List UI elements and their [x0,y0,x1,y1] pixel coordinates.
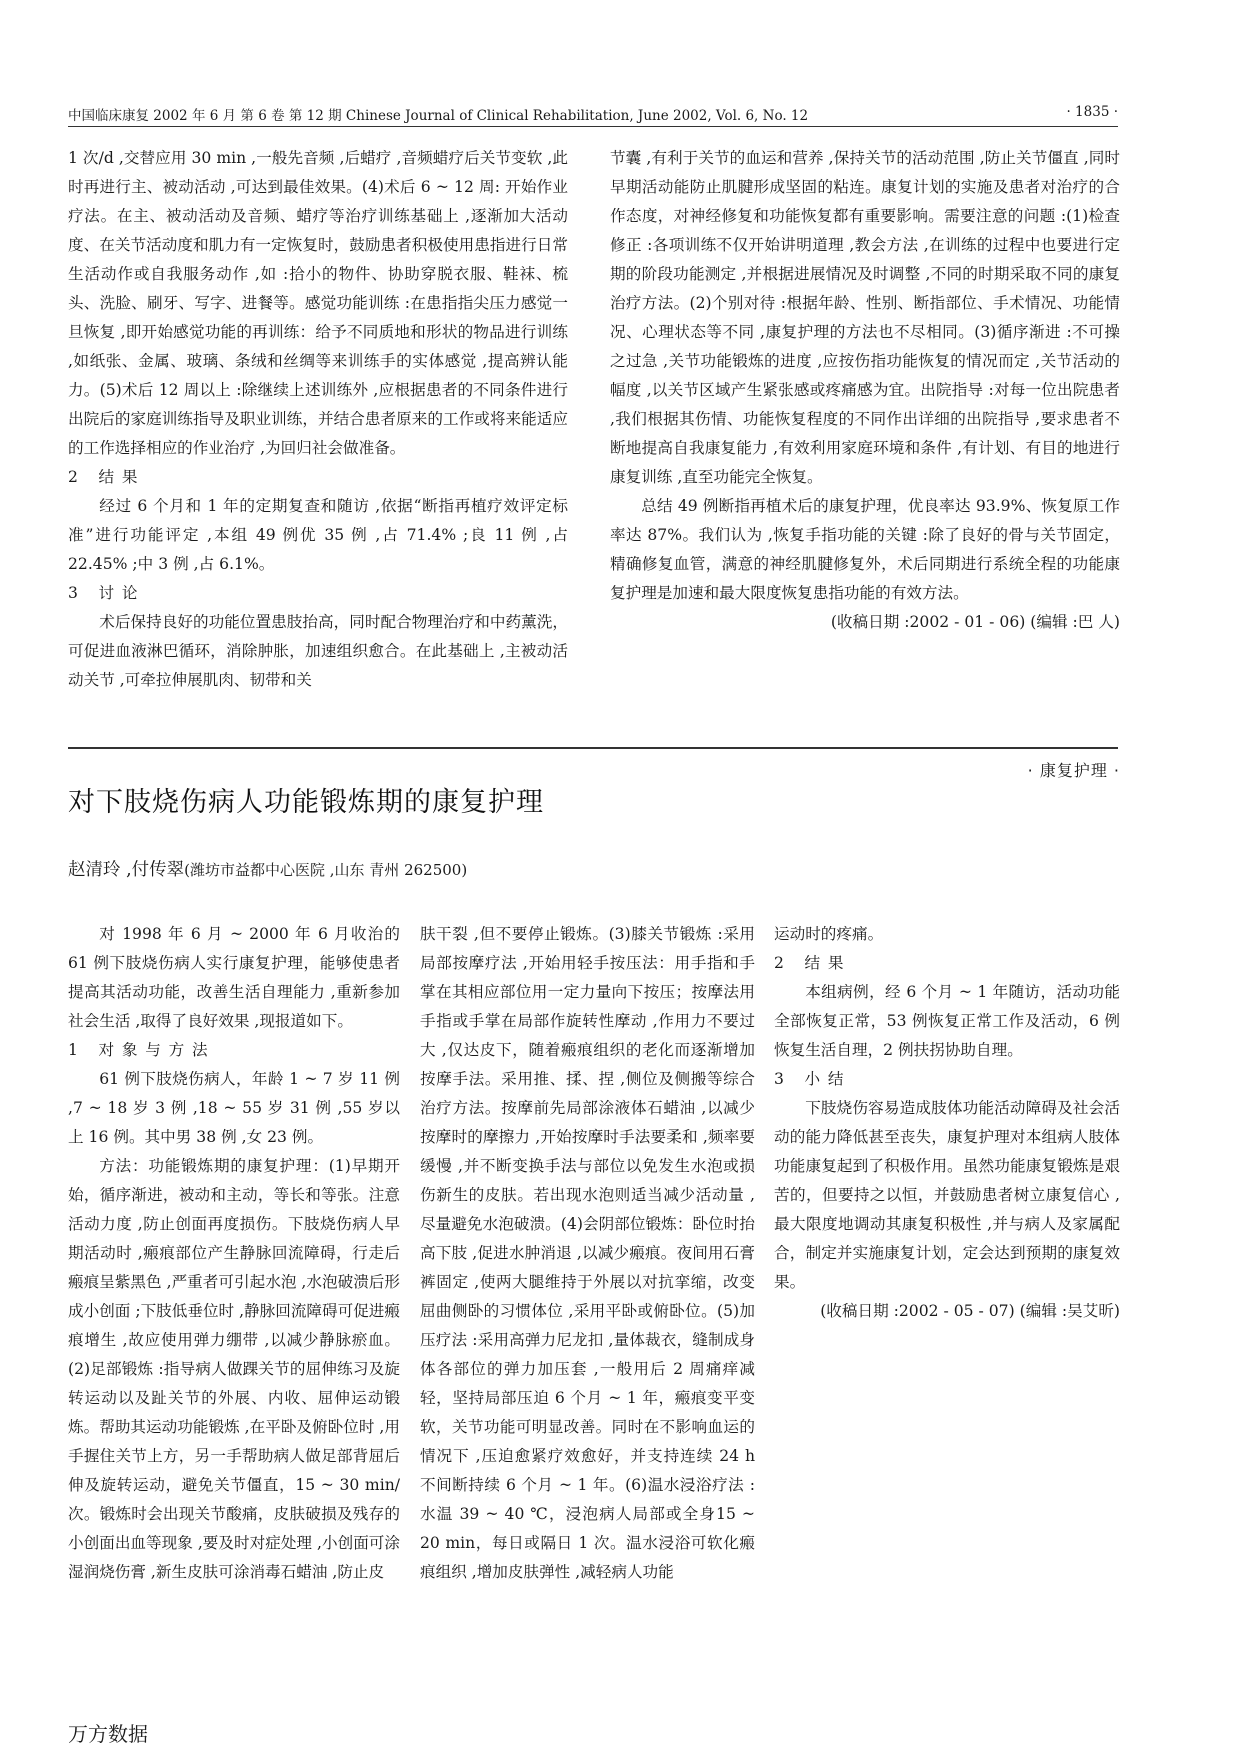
summary-paragraph-2: 下肢烧伤容易造成肢体功能活动障碍及社会活动的能力降低甚至丧失，康复护理对本组病人肢体功能康复起到了积极作用。虽然功能康复锻炼是艰苦的，但要持之以恒，并鼓励患者树立康复信心 ,最大限度地调动其康复积极性 ,并与病人及家属配合，制定并实施康复计划，定会达到预期的康复效果。 [774,1099,1120,1291]
watermark-text: 万方数据 [68,1722,148,1746]
article-column-1 [68,920,400,1587]
running-header [68,104,1118,124]
section-heading-methods: 1 对象与方法 [68,1041,216,1059]
methods-continued-paragraph: 肤干裂 ,但不要停止锻炼。(3)膝关节锻炼 :采用局部按摩疗法 ,开始用轻手按压法：用手指和手掌在其相应部位用一定力量向下按压；按摩法用手指或手掌在局部作旋转性摩动 ,作用力不要过大 ,仅达皮下，随着瘢痕组织的老化而逐渐增加按摩手法。采用推、揉、捏 ,侧位及侧搬等综合治疗方法。按摩前先局部涂液体石蜡油 ,以减少按摩时的摩擦力 ,开始按摩时手法要柔和 ,频率要缓慢 ,并不断变换手法与部位以免发生水泡或损伤新生的皮肤。若出现水泡则适当减少活动量 ,尽量避免水泡破溃。(4)会阴部位锻炼：卧位时抬高下肢 ,促进水肿消退 ,以减少瘢痕。夜间用石膏裤固定 ,使两大腿维持于外展以对抗挛缩，改变屈曲侧卧的习惯体位 ,采用平卧或俯卧位。(5)加压疗法 :采用高弹力尼龙扣 ,量体裁衣，缝制成身体各部位的弹力加压套 ,一般用后 2 周痛痒减轻，坚持局部压迫 6 个月 ~ 1 年，瘢痕变平变软，关节功能可明显改善。同时在不影响血运的情况下 ,压迫愈紧疗效愈好，并支持连续 24 h 不间断持续 6 个月 ~ 1 年。(6)温水浸浴疗法 :水温 39 ~ 40 ℃，浸泡病人局部或全身15 ~ 20 min，每日或隔日 1 次。温水浸浴可软化瘢痕组织 ,增加皮肤弹性 ,减轻病人功能 [420,925,755,1581]
author-names: 赵清玲 ,付传翠 [68,860,185,880]
article-title: 对下肢烧伤病人功能锻炼期的康复护理 [68,787,544,818]
results-paragraph: 经过 6 个月和 1 年的定期复查和随访 ,依据“断指再植疗效评定标准”进行功能评定 ,本组 49 例优 35 例 ,占 71.4% ;良 11 例 ,占 22.45% ;中 3 例 ,占 6.1%。 [68,497,568,573]
intro-paragraph: 对 1998 年 6 月 ~ 2000 年 6 月收治的 61 例下肢烧伤病人实行康复护理，能够使患者提高其活动功能，改善生活自理能力 ,重新参加社会生活 ,取得了良好效果 ,现报道如下。 [68,925,400,1030]
methods-paragraph: 方法：功能锻炼期的康复护理：(1)早期开始，循序渐进，被动和主动，等长和等张。注意活动力度 ,防止创面再度损伤。下肢烧伤病人早期活动时 ,瘢痕部位产生静脉回流障碍，行走后瘢痕呈紫黑色 ,严重者可引起水泡 ,水泡破溃后形成小创面 ;下肢低垂位时 ,静脉回流障碍可促进瘢痕增生 ,故应使用弹力绷带 ,以减少静脉瘀血。(2)足部锻炼 :指导病人做踝关节的屈伸练习及旋转运动以及趾关节的外展、内收、屈伸运动锻炼。帮助其运动功能锻炼 ,在平卧及俯卧位时 ,用手握住关节上方，另一手帮助病人做足部背屈后伸及旋转运动，避免关节僵直，15 ~ 30 min/次。锻炼时会出现关节酸痛，皮肤破损及残存的小创面出血等现象 ,要及时对症处理 ,小创面可涂湿润烧伤膏 ,新生皮肤可涂消毒石蜡油 ,防止皮 [68,1157,400,1581]
summary-paragraph: 总结 49 例断指再植术后的康复护理，优良率达 93.9%、恢复原工作率达 87%。我们认为 ,恢复手指功能的关键 :除了良好的骨与关节固定，精确修复血管，满意的神经肌腱修复外，术后同期进行系统全程的功能康复护理是加速和最大限度恢复患指功能的有效方法。 [610,497,1120,602]
article-column-2 [420,920,755,1587]
prev-article-paragraph: 1 次/d ,交替应用 30 min ,一般先音频 ,后蜡疗 ,音频蜡疗后关节变软 ,此时再进行主、被动活动 ,可达到最佳效果。(4)术后 6 ~ 12 周: 开始作业疗法。在主、被动活动及音频、蜡疗等治疗训练基础上 ,逐渐加大活动度、在关节活动度和肌力有一定恢复时，鼓励患者积极使用患指进行日常生活动作或自我服务动作 ,如 :拾小的物件、协助穿脱衣服、鞋袜、梳头、洗脸、刷牙、写字、进餐等。感觉功能训练 :在患指指尖压力感觉一旦恢复 ,即开始感觉功能的再训练：给予不同质地和形状的物品进行训练 ,如纸张、金属、玻璃、条绒和丝绸等来训练手的实体感觉 ,提高辨认能力。(5)术后 12 周以上 :除继续上述训练外 ,应根据患者的不同条件进行出院后的家庭训练指导及职业训练，并结合患者原来的工作或将来能适应的工作选择相应的作业治疗 ,为回归社会做准备。 [68,149,568,457]
journal-citation: 中国临床康复 2002 年 6 月 第 6 卷 第 12 期 Chinese Journal of Clinical Rehabilitation, June 2002, Vol. 6, No. 12 [68,108,809,124]
section-heading-results: 2 结果 [774,954,852,972]
subjects-paragraph: 61 例下肢烧伤病人，年龄 1 ~ 7 岁 11 例 ,7 ~ 18 岁 3 例 ,18 ~ 55 岁 31 例 ,55 岁以上 16 例。其中男 38 例 ,女 23 例。 [68,1070,400,1146]
discussion-heading: 3 讨论 [68,584,146,602]
page-number: · 1835 · [1066,104,1118,120]
author-affiliation: (潍坊市益都中心医院 ,山东 青州 262500) [184,861,468,879]
prev-article-left-column [68,144,568,695]
header-rule [68,126,1118,127]
article-column-3 [774,920,1120,1326]
discussion-continued-paragraph: 节囊 ,有利于关节的血运和营养 ,保持关节的活动范围 ,防止关节僵直 ,同时早期活动能防止肌腱形成坚固的粘连。康复计划的实施及患者对治疗的合作态度，对神经修复和功能恢复都有重要影响。需要注意的问题 :(1)检查修正 :各项训练不仅开始讲明道理 ,教会方法 ,在训练的过程中也要进行定期的阶段功能测定 ,并根据进展情况及时调整 ,不同的时期采取不同的康复治疗方法。(2)个别对待 :根据年龄、性别、断指部位、手术情况、功能情况、心理状态等不同 ,康复护理的方法也不尽相同。(3)循序渐进 :不可操之过急 ,关节功能锻炼的进度 ,应按伤指功能恢复的情况而定 ,关节活动的幅度 ,以关节区域产生紧张感或疼痛感为宜。出院指导 :对每一位出院患者 ,我们根据其伤情、功能恢复程度的不同作出详细的出院指导 ,要求患者不断地提高自我康复能力 ,有效利用家庭环境和条件 ,有计划、有目的地进行康复训练 ,直至功能完全恢复。 [610,149,1120,486]
prev-article-right-column [610,144,1120,637]
column-label: · 康复护理 · [1027,761,1120,780]
author-line [68,856,868,881]
received-date-note-2: (收稿日期 :2002 - 05 - 07) (编辑 :吴艾昕) [820,1302,1120,1320]
article-separator-rule [68,747,1118,749]
methods-end-paragraph: 运动时的疼痛。 [774,925,884,943]
section-heading-summary: 3 小结 [774,1070,852,1088]
received-date-note: (收稿日期 :2002 - 01 - 06) (编辑 :巴 人) [830,613,1120,631]
results-paragraph-2: 本组病例，经 6 个月 ~ 1 年随访，活动功能全部恢复正常，53 例恢复正常工作及活动，6 例恢复生活自理，2 例扶拐协助自理。 [774,983,1120,1059]
discussion-paragraph: 术后保持良好的功能位置患肢抬高，同时配合物理治疗和中药薰洗，可促进血液淋巴循环，消除肿胀，加速组织愈合。在此基础上 ,主被动活动关节 ,可牵拉伸展肌肉、韧带和关 [68,613,568,689]
results-heading: 2 结果 [68,468,146,486]
